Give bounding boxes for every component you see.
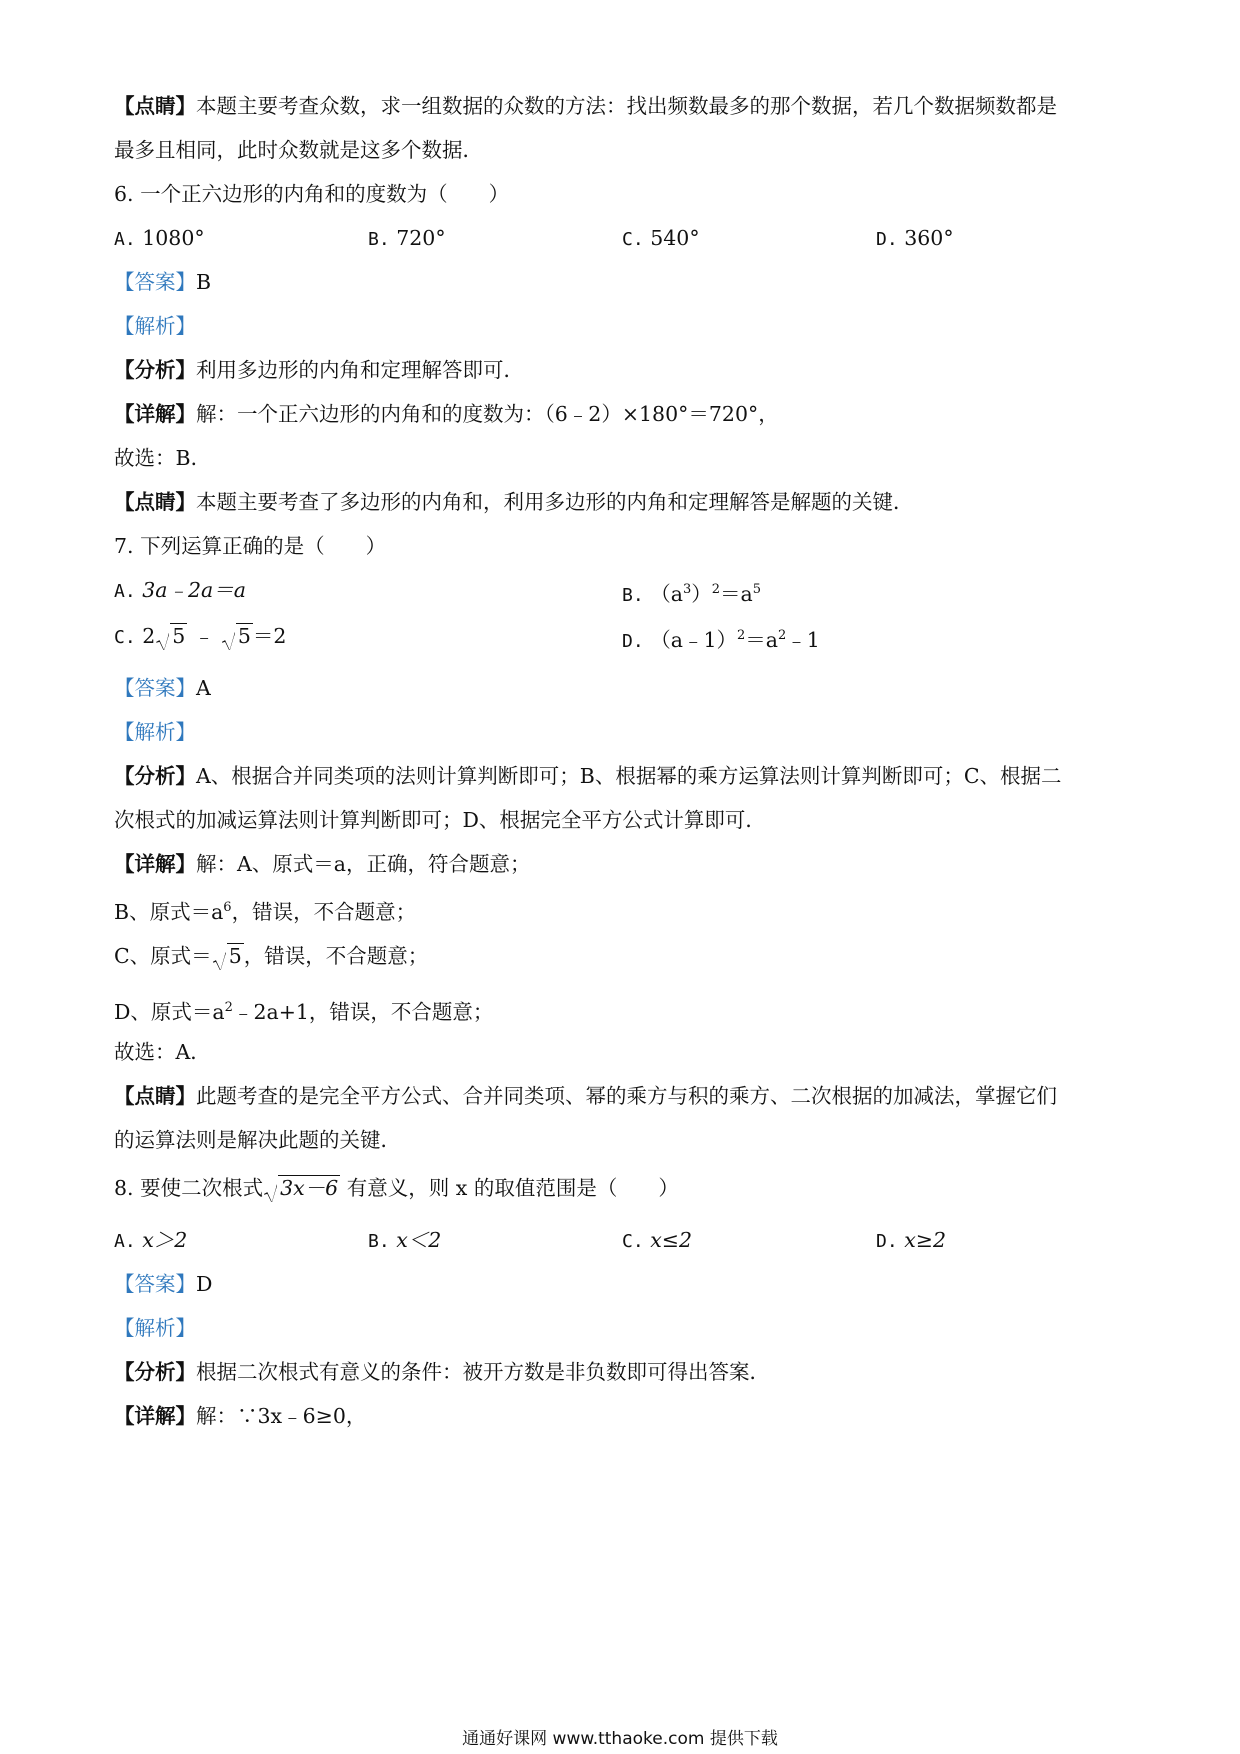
q7-xiangjie-d: D、原式$=a^2﹣2a+1$，错误，不合题意； [114, 1000, 494, 1024]
q7-guxuan: 故选：A． [114, 1040, 211, 1064]
q7-xiangjie-c: C、原式＝ 5，错误，不合题意； [114, 944, 429, 968]
q6-option-d: D. 360° [876, 226, 954, 250]
q7-option-d: D. $(a﹣1)^2=a^2﹣1$ [622, 628, 820, 652]
sqrt-symbol: 5 [221, 622, 253, 650]
q6-jiexi-tag: 【解析】 [114, 314, 196, 338]
q8-option-a: A. x＞2 [114, 1228, 188, 1252]
q6-dianjing: 【点睛】本题主要考查了多边形的内角和，利用多边形的内角和定理解答是解题的关键． [114, 490, 914, 514]
q6-option-b: B. 720° [368, 226, 446, 250]
dianjing-text: 本题主要考查众数，求一组数据的众数的方法：找出频数最多的那个数据，若几个数据频数都是 [196, 94, 1057, 118]
q8-jiexi-tag: 【解析】 [114, 1316, 196, 1340]
answer-tag: 【答案】 [114, 1272, 196, 1296]
q7-xiangjie-b: B、原式$=a^6$，错误，不合题意； [114, 900, 417, 924]
q6-option-c: C. 540° [622, 226, 700, 250]
q6-option-a: A. 1080° [114, 226, 205, 250]
q6-fenxi: 【分析】利用多边形的内角和定理解答即可． [114, 358, 524, 382]
q7-option-a: A. 3a﹣2a＝a [114, 578, 246, 602]
q8-option-c: C. x≤2 [622, 1228, 692, 1252]
sqrt-symbol: 5 [212, 942, 244, 970]
q8-xiangjie: 【详解】解：∵3x﹣6≥0， [114, 1404, 367, 1428]
answer-tag: 【答案】 [114, 270, 196, 294]
q6-answer: 【答案】B [114, 270, 212, 294]
q5-dianjing-line1 [114, 92, 1057, 120]
q6-stem: 6. 一个正六边形的内角和的度数为（ ） [114, 182, 510, 206]
q7-fenxi-line1: 【分析】A、根据合并同类项的法则计算判断即可；B、根据幂的乘方运算法则计算判断即可；C、根据二 [114, 764, 1062, 788]
q7-option-c: C. 2 5 ﹣ 5＝2 [114, 624, 287, 648]
q5-dianjing-line2: 最多且相同，此时众数就是这多个数据． [114, 138, 483, 162]
q8-fenxi: 【分析】根据二次根式有意义的条件：被开方数是非负数即可得出答案． [114, 1360, 770, 1384]
sqrt-symbol: 3x－6 [263, 1174, 340, 1202]
q7-answer: 【答案】A [114, 676, 211, 700]
q8-answer: 【答案】D [114, 1272, 213, 1296]
q8-option-b: B. x＜2 [368, 1228, 442, 1252]
q6-xiangjie: 【详解】解：一个正六边形的内角和的度数为：（6﹣2）×180°＝720°， [114, 402, 779, 426]
answer-tag: 【答案】 [114, 676, 196, 700]
q7-option-b: B. $(a^3)^2=a^5$ [622, 582, 762, 606]
dianjing-tag: 【点睛】 [114, 94, 196, 118]
q7-stem: 7. 下列运算正确的是（ ） [114, 534, 387, 558]
page-footer: 通通好课网 www.tthaoke.com 提供下载 [462, 1729, 778, 1749]
q6-guxuan: 故选：B． [114, 446, 212, 470]
q7-xiangjie-a: 【详解】解：A、原式＝a，正确，符合题意； [114, 852, 531, 876]
q7-fenxi-line2: 次根式的加减运算法则计算判断即可；D、根据完全平方公式计算即可． [114, 808, 766, 832]
q8-stem: 8. 要使二次根式 3x－6 有意义，则 x 的取值范围是（ ） [114, 1176, 679, 1200]
sqrt-symbol: 5 [155, 622, 187, 650]
q7-jiexi-tag: 【解析】 [114, 720, 196, 744]
q7-dianjing-line1: 【点睛】此题考查的是完全平方公式、合并同类项、幂的乘方与积的乘方、二次根据的加减法，掌握它们 [114, 1084, 1057, 1108]
q8-option-d: D. x≥2 [876, 1228, 946, 1252]
q7-dianjing-line2: 的运算法则是解决此题的关键． [114, 1128, 401, 1152]
